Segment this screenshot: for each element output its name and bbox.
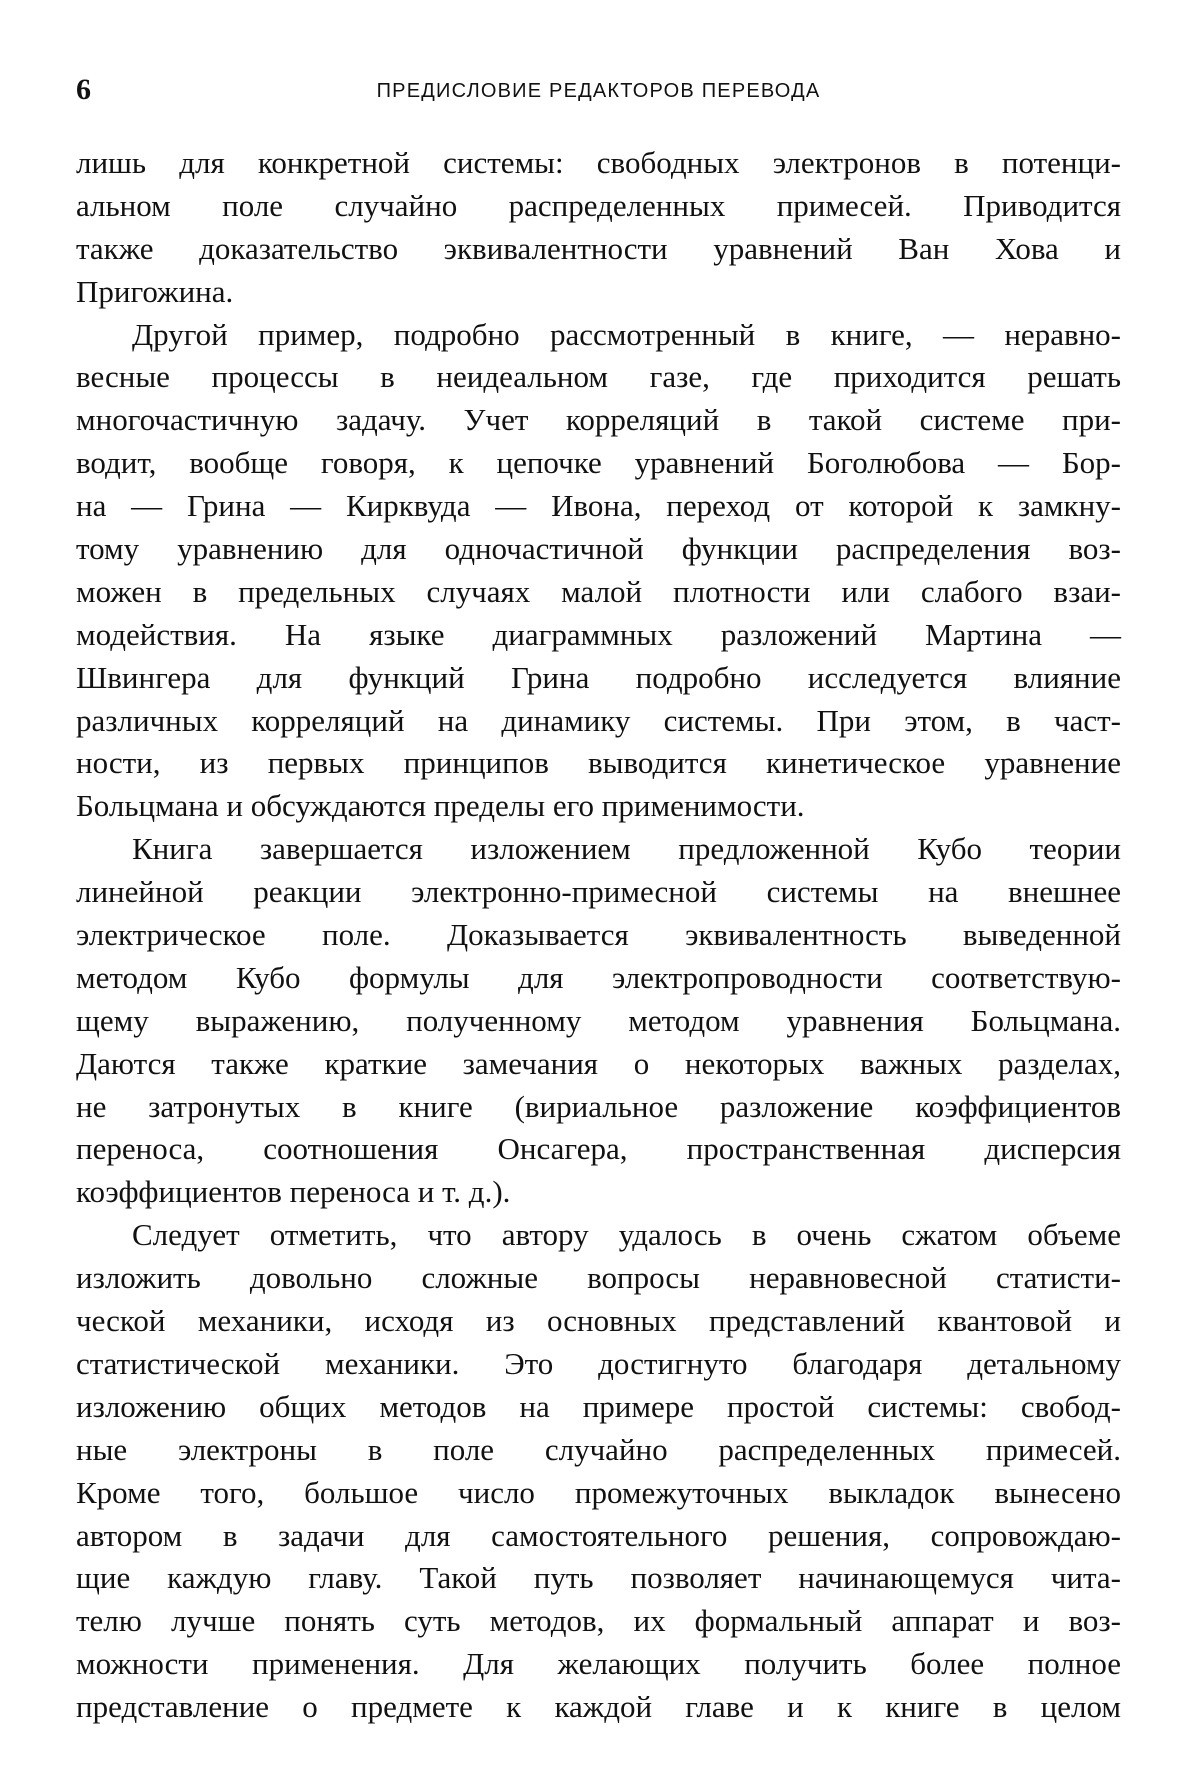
text-line: Швингера для функций Грина подробно исследуется влияние: [76, 659, 1121, 695]
text-line: телю лучше понять суть методов, их формальный аппарат и воз-: [76, 1603, 1121, 1639]
paragraph: [76, 142, 1121, 314]
text-line: модействия. На языке диаграммных разложений Мартина —: [76, 616, 1121, 652]
text-line: лишь для конкретной системы: свободных электронов в потенци-: [76, 145, 1121, 180]
text-line: ности, из первых принципов выводится кинетическое уравнение: [76, 745, 1121, 781]
text-line: Другой пример, подробно рассмотренный в книге, — неравно-: [132, 316, 1121, 352]
text-line: Больцмана и обсуждаются пределы его применимости.: [76, 788, 805, 824]
paragraph: [76, 828, 1121, 1214]
text-line: Книга завершается изложением предложенной Кубо теории: [132, 831, 1121, 867]
page-body: [76, 142, 1121, 1729]
text-line: можен в предельных случаях малой плотности или слабого взаи-: [76, 573, 1121, 609]
text-line: электрическое поле. Доказывается эквивалентность выведенной: [76, 917, 1121, 953]
text-line: представление о предмете к каждой главе и к книге в целом: [76, 1689, 1121, 1725]
text-line: на — Грина — Кирквуда — Ивона, переход от которой к замкну-: [76, 488, 1121, 524]
text-line: статистической механики. Это достигнуто благодаря детальному: [76, 1345, 1121, 1381]
text-line: автором в задачи для самостоятельного решения, сопровождаю-: [76, 1517, 1121, 1553]
text-line: не затронутых в книге (вириальное разложение коэффициентов: [76, 1088, 1121, 1124]
text-line: ные электроны в поле случайно распределенных примесей.: [76, 1431, 1121, 1467]
paragraph: [76, 1214, 1121, 1729]
paragraph: [76, 314, 1121, 829]
text-line: можности применения. Для желающих получить более полное: [76, 1646, 1121, 1682]
text-line: многочастичную задачу. Учет корреляций в такой системе при-: [76, 402, 1121, 438]
page-header: [76, 72, 1121, 108]
page-number: 6: [76, 73, 91, 106]
text-line: методом Кубо формулы для электропроводности соответствую-: [76, 959, 1121, 995]
text-line: также доказательство эквивалентности уравнений Ван Хова и: [76, 230, 1121, 266]
text-line: коэффициентов переноса и т. д.).: [76, 1174, 511, 1210]
text-line: Даются также краткие замечания о некоторых важных разделах,: [76, 1045, 1121, 1081]
text-line: изложить довольно сложные вопросы неравновесной статисти-: [76, 1260, 1121, 1296]
text-line: водит, вообще говоря, к цепочке уравнений Боголюбова — Бор-: [76, 445, 1121, 481]
text-line: Следует отметить, что автору удалось в очень сжатом объеме: [132, 1217, 1121, 1253]
text-line: различных корреляций на динамику системы. При этом, в част-: [76, 702, 1121, 738]
text-line: переноса, соотношения Онсагера, пространственная дисперсия: [76, 1131, 1121, 1167]
text-line: весные процессы в неидеальном газе, где приходится решать: [76, 359, 1121, 395]
text-line: Кроме того, большое число промежуточных выкладок вынесено: [76, 1474, 1121, 1510]
text-line: тому уравнению для одночастичной функции распределения воз-: [76, 531, 1121, 567]
text-line: щие каждую главу. Такой путь позволяет начинающемуся чита-: [76, 1560, 1121, 1596]
text-line: Пригожина.: [76, 273, 234, 309]
text-line: ческой механики, исходя из основных представлений квантовой и: [76, 1303, 1121, 1339]
text-line: альном поле случайно распределенных примесей. Приводится: [76, 187, 1121, 223]
running-head: ПРЕДИСЛОВИЕ РЕДАКТОРОВ ПЕРЕВОДА: [376, 80, 821, 102]
text-line: щему выражению, полученному методом уравнения Больцмана.: [76, 1002, 1121, 1038]
text-line: линейной реакции электронно-примесной системы на внешнее: [76, 874, 1121, 910]
text-line: изложению общих методов на примере простой системы: свобод-: [76, 1388, 1121, 1424]
